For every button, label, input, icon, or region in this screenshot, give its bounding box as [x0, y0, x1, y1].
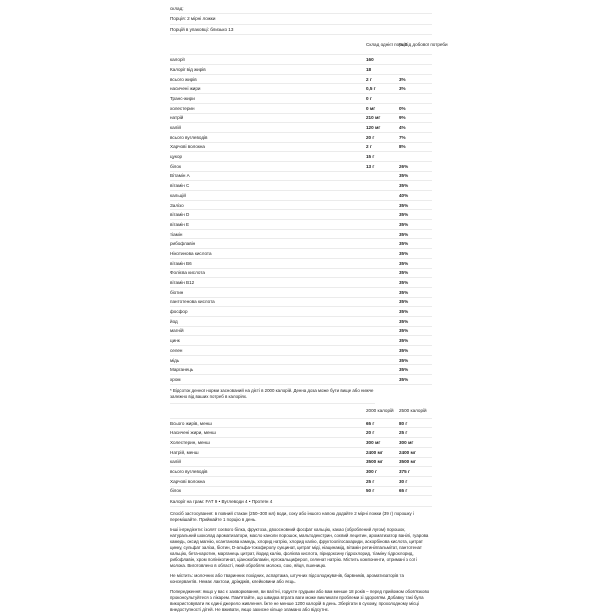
nutrient-name: мідь — [170, 357, 180, 363]
reference-table-body — [170, 419, 432, 497]
nutrient-row — [170, 278, 432, 288]
reference-2500-value: 2400 мг — [399, 449, 416, 455]
nutrient-amount: 0,5 г — [366, 86, 376, 92]
nutrient-row — [170, 327, 432, 337]
reference-table-header — [170, 404, 432, 419]
nutrient-daily-value: 35% — [399, 250, 409, 256]
servings-per-container-text: Порцій в упаковці: близько 13 — [170, 27, 234, 33]
reference-2500-value: 300 мг — [399, 439, 414, 445]
nutrient-row — [170, 259, 432, 269]
reference-name: Всього жирів, менш — [170, 420, 212, 426]
nutrient-daily-value: 35% — [399, 338, 409, 344]
nutrient-row — [170, 220, 432, 230]
nutrient-name: селен — [170, 347, 183, 353]
nutrient-daily-value: 35% — [399, 367, 409, 373]
nutrient-row — [170, 114, 432, 124]
nutrient-row — [170, 230, 432, 240]
nutrient-row — [170, 123, 432, 133]
nutrient-name: тіамін — [170, 231, 183, 237]
nutrient-name: Залізо — [170, 202, 184, 208]
reference-row — [170, 438, 432, 448]
nutrient-daily-value: 35% — [399, 221, 409, 227]
nutrient-daily-value: 35% — [399, 376, 409, 382]
reference-2000-value: 65 г — [366, 420, 375, 426]
nutrient-name: Фолієва кислота — [170, 270, 205, 276]
nutrient-name: Харчові волокна — [170, 144, 205, 150]
nutrient-name: Калорії від жирів — [170, 66, 206, 72]
nutrient-daily-value: 35% — [399, 260, 409, 266]
nutrient-name: цукор — [170, 154, 183, 160]
nutrient-daily-value: 3% — [399, 76, 406, 82]
reference-name: Натрій, менш — [170, 449, 199, 455]
nutrient-row — [170, 356, 432, 366]
nutrient-daily-value: 35% — [399, 280, 409, 286]
reference-2000-value: 25 г — [366, 478, 375, 484]
warning-paragraph: Попередження: якщо у вас є захворювання, ви вагітні, годуєте грудьми або вам менше 18 років – перед прийомом обов'язково проконсультуйтеся з лікарем. Пам'ятайте, що швидка втрата ваги може викликати проблеми зі здоров'ям. Добавку такі була використовувати як єдині джерело живлення. Їжте не менше 1200 калорій в день. Зберігати в сухому, прохолодному місці внедоступності дітей. Не вживати, якщо захисне кільце зламано або відсутнє. — [170, 588, 430, 612]
nutrient-amount: 160 — [366, 57, 374, 63]
nutrient-amount: 0 г — [366, 95, 372, 101]
nutrient-row — [170, 210, 432, 220]
reference-name: всього вуглеводів — [170, 469, 208, 475]
nutrient-row — [170, 133, 432, 143]
nutrient-name: натрій — [170, 115, 184, 121]
nutrient-amount: 0 мг — [366, 105, 376, 111]
reference-2500-value: 30 г — [399, 478, 408, 484]
nutrient-name: холестерин — [170, 105, 195, 111]
nutrient-row — [170, 55, 432, 65]
servings-per-container — [170, 25, 432, 36]
nutrient-row — [170, 249, 432, 259]
reference-row — [170, 467, 432, 477]
reference-row — [170, 419, 432, 429]
nutrient-row — [170, 288, 432, 298]
nutrient-name: вітамін В6 — [170, 260, 192, 266]
nutrient-daily-value: 8% — [399, 144, 406, 150]
nutrient-name: магній — [170, 328, 184, 334]
reference-2000-value: 20 г — [366, 430, 375, 436]
nutrient-daily-value: 35% — [399, 357, 409, 363]
nutrient-amount: 2 г — [366, 144, 372, 150]
nutrient-daily-value: 35% — [399, 212, 409, 218]
nutrient-row — [170, 239, 432, 249]
nutrient-daily-value: 35% — [399, 328, 409, 334]
nutrient-amount: 2 г — [366, 76, 372, 82]
nutrient-row — [170, 201, 432, 211]
nutrient-daily-value: 35% — [399, 241, 409, 247]
nutrient-name: всього вуглеводів — [170, 134, 208, 140]
reference-2500-value: 65 г — [399, 488, 408, 494]
nutrient-daily-value: 35% — [399, 270, 409, 276]
nutrient-row — [170, 104, 432, 114]
nutrient-row — [170, 143, 432, 153]
reference-name: Насичені жири, менш — [170, 430, 216, 436]
usage-paragraph: Спосіб застосування: в повний стакан (250–300 мл) води, соку або іншого напою додайте 2 мірні ложки (39 г) порошку і перемішайте. Приймайте 1 порцію в день. — [170, 510, 414, 522]
nutrient-name: кальцій — [170, 192, 186, 198]
nutrient-row — [170, 269, 432, 279]
reference-row — [170, 458, 432, 468]
nutrient-daily-value: 35% — [399, 309, 409, 315]
nutrient-name: калій — [170, 125, 181, 131]
nutrient-daily-value: 35% — [399, 183, 409, 189]
nutrient-row — [170, 84, 432, 94]
nutrient-name: рибофлавін — [170, 241, 196, 247]
reference-2000-value: 2400 мг — [366, 449, 383, 455]
nutrient-row — [170, 94, 432, 104]
calories-per-gram — [170, 496, 432, 507]
nutrient-name: всього жирів — [170, 76, 197, 82]
reference-name: калій — [170, 459, 181, 465]
nutrient-name: калорії — [170, 57, 185, 63]
nutrient-daily-value: 40% — [399, 192, 409, 198]
column-2000-header: 2000 калорій — [366, 408, 394, 413]
composition-heading-text: склад: — [170, 6, 184, 11]
nutrient-row — [170, 181, 432, 191]
reference-2500-value: 3500 мг — [399, 459, 416, 465]
nutrient-amount: 210 мг — [366, 115, 381, 121]
reference-2500-value: 80 г — [399, 420, 408, 426]
nutrient-name: насичені жири — [170, 86, 201, 92]
composition-heading — [170, 4, 432, 14]
nutrition-table-header — [170, 35, 448, 55]
column-daily-value-header: % Від добової потреби — [399, 42, 448, 48]
free-from-paragraph: Не містить: молочних або тваринних похідних, аспартама, штучних підсолоджувачів, барвників, ароматизаторів та консервантів. Немає лактози, дріжджів, клейковини або яєць. — [170, 572, 404, 584]
nutrient-daily-value: 35% — [399, 289, 409, 295]
nutrient-amount: 18 — [366, 66, 372, 72]
nutrient-name: білок — [170, 163, 181, 169]
reference-2500-value: 25 г — [399, 430, 408, 436]
nutrient-name: Транс-жири — [170, 95, 195, 101]
nutrient-daily-value: 35% — [399, 173, 409, 179]
nutrient-daily-value: 35% — [399, 299, 409, 305]
reference-2000-value: 300 мг — [366, 439, 381, 445]
reference-row — [170, 477, 432, 487]
nutrient-row — [170, 298, 432, 308]
nutrient-row — [170, 307, 432, 317]
nutrient-name: Марганець — [170, 367, 194, 373]
nutrient-name: біотин — [170, 289, 184, 295]
reference-2000-value: 300 г — [366, 469, 377, 475]
nutrient-name: вітамін В12 — [170, 280, 195, 286]
nutrient-daily-value: 35% — [399, 231, 409, 237]
nutrient-row — [170, 152, 432, 162]
reference-2000-value: 50 г — [366, 488, 375, 494]
nutrient-row — [170, 317, 432, 327]
nutrition-table-body — [170, 55, 432, 384]
nutrient-amount: 20 г — [366, 134, 375, 140]
nutrient-name: вітамін E — [170, 221, 190, 227]
nutrient-name: вітамін D — [170, 212, 190, 218]
nutrient-name: пантотенова кислота — [170, 299, 215, 305]
nutrient-name: Вітамін А — [170, 173, 190, 179]
reference-2000-value: 3500 мг — [366, 459, 383, 465]
nutrient-name: цинк — [170, 338, 180, 344]
reference-name: Холестерин, менш — [170, 439, 210, 445]
daily-value-footnote: * Відсоток денної норми заснований на дієті в 2000 калорій. Денна доза може бути вище або нижче залежно від ваших потреб в калоріях. — [170, 385, 375, 404]
serving-size — [170, 14, 432, 25]
reference-2500-value: 375 г — [399, 469, 410, 475]
reference-row — [170, 487, 432, 497]
nutrient-daily-value: 4% — [399, 125, 406, 131]
nutrient-daily-value: 35% — [399, 202, 409, 208]
nutrient-name: хром — [170, 376, 181, 382]
nutrient-daily-value: 3% — [399, 86, 406, 92]
nutrient-daily-value: 9% — [399, 115, 406, 121]
nutrient-amount: 13 г — [366, 163, 375, 169]
nutrient-row — [170, 365, 432, 375]
column-2500-header: 2500 калорій — [399, 408, 427, 413]
ingredients-paragraph: Інші інгредієнти: ізолят соєвого білка, фруктоза, двоосновний фосфат кальцію, какао (оброблений лугом) порошок, натуральний шоколад ароматизатори, масло каноли порошок, мальтодекстрин, соєвий лецитин, ароматизатор ванілі, гуарова камедь, оксид магнію, ксантанова камедь, хлорид натрію, хлорид калію, фруктоолігосахариди, аскорбінова кислота, цитрат цинку, сульфат заліза, біотин, D-альфа-токоферолу сукцинат, цитрат міді, ніацинамід, вітамін ретинілпальмітат, пантотенат кальцію, бета-каротин, марганець цитрат, йодид калію, фолієва кислота, піридоксину гідрохлорид, тіаміну гідрохлорид, рибофлавін, хром полінікотинат, ціанокобаламін, ергокальциферол, селенат натрію. Містить компоненти, отримані з сої і молока. Виготовлено в області, який обробляє молоко, сою, яйця, пшеницю. — [170, 526, 429, 568]
nutrient-name: Нікотинова кислота — [170, 250, 212, 256]
nutrition-facts-document — [170, 4, 448, 613]
calories-per-gram-text: Калорії на грам: FAT 9 • Вуглеводи 4 • Протеїн 4 — [170, 498, 273, 504]
reference-row — [170, 448, 432, 458]
nutrient-daily-value: 0% — [399, 105, 406, 111]
nutrient-row — [170, 375, 432, 385]
reference-name: білок — [170, 488, 181, 494]
nutrient-row — [170, 162, 432, 172]
nutrient-daily-value: 26% — [399, 163, 409, 169]
reference-row — [170, 428, 432, 438]
reference-name: Харчові волокна — [170, 478, 205, 484]
nutrient-row — [170, 346, 432, 356]
serving-size-text: Порція: 2 мірні ложки — [170, 16, 216, 22]
nutrient-amount: 15 г — [366, 154, 375, 160]
nutrient-name: фосфор — [170, 309, 188, 315]
column-amount-header: Склад однієї порції — [366, 42, 407, 48]
nutrient-daily-value: 35% — [399, 318, 409, 324]
nutrient-amount: 120 мг — [366, 125, 381, 131]
nutrient-row — [170, 172, 432, 182]
nutrient-row — [170, 191, 432, 201]
nutrient-daily-value: 7% — [399, 134, 406, 140]
nutrient-name: вітамін С — [170, 183, 190, 189]
nutrient-daily-value: 35% — [399, 347, 409, 353]
nutrient-name: йод — [170, 318, 178, 324]
nutrient-row — [170, 336, 432, 346]
nutrient-row — [170, 65, 432, 75]
nutrient-row — [170, 75, 432, 85]
